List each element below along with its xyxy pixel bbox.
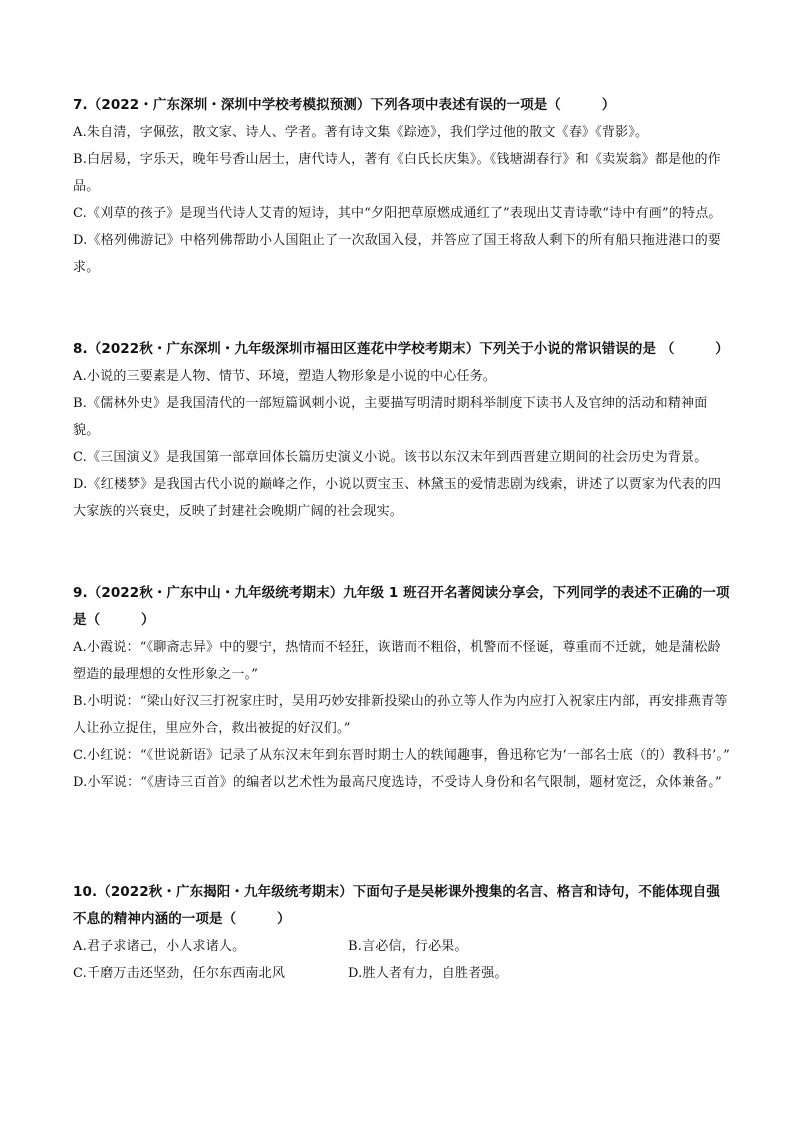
option-c: C.《三国演义》是我国第一部章回体长篇历史演义小说。该书以东汉末年到西晋建立期间的社会历史为背景。 — [73, 450, 708, 465]
option-row — [73, 960, 733, 987]
question-title: 9.（2022秋・广东中山・九年级统考期末）九年级 1 班召开名著阅读分享会，下列同学的表述不正确的一项是（ ） — [73, 585, 730, 628]
option-c: C.小红说：“《世说新语》记录了从东汉末年到东晋时期士人的轶闻趣事，鲁迅称它为‘一部名士底（的）教科书’。” — [73, 748, 730, 763]
option-d: D.《格列佛游记》中格列佛帮助小人国阻止了一次敌国入侵，并答应了国王将敌人剩下的所有船只拖进港口的要求。 — [73, 233, 722, 275]
option-b: B.言必信，行必果。 — [348, 939, 468, 954]
option-a: A.小说的三要素是人物、情节、环境，塑造人物形象是小说的中心任务。 — [73, 369, 497, 384]
question-8 — [73, 336, 733, 525]
option-b: B.《儒林外史》是我国清代的一部短篇讽刺小说，主要描写明清时期科举制度下读书人及官绅的活动和精神面貌。 — [73, 396, 708, 438]
question-7 — [73, 92, 733, 281]
question-10 — [73, 879, 733, 987]
option-d: D.小军说：“《唐诗三百首》的编者以艺术性为最高尺度选诗，不受诗人身份和名气限制，题材宽泛，众体兼备。” — [73, 775, 722, 790]
option-d: D.胜人者有力，自胜者强。 — [348, 966, 508, 981]
option-row — [73, 933, 733, 960]
question-title: 7.（2022・广东深圳・深圳中学校考模拟预测）下列各项中表述有误的一项是（ ） — [73, 97, 616, 113]
option-a: A.君子求诸己，小人求诸人。 — [73, 939, 246, 954]
option-a: A.朱自清，字佩弦，散文家、诗人、学者。著有诗文集《踪迹》，我们学过他的散文《春》《背影》。 — [73, 125, 649, 140]
option-b: B.白居易，字乐天，晚年号香山居士，唐代诗人，著有《白氏长庆集》。《钱塘湖春行》和《卖炭翁》都是他的作品。 — [73, 152, 721, 194]
option-a: A.小霞说：“《聊斋志异》中的婴宁，热情而不轻狂，诙谐而不粗俗，机警而不怪诞，尊重而不迁就，她是蒲松龄塑造的最理想的女性形象之一。” — [73, 640, 721, 682]
option-b: B.小明说：“梁山好汉三打祝家庄时，吴用巧妙安排新投梁山的孙立等人作为内应打入祝家庄内部，再安排燕青等人让孙立捉住，里应外合，救出被捉的好汉们。” — [73, 694, 728, 736]
option-d: D.《红楼梦》是我国古代小说的巅峰之作，小说以贾宝玉、林黛玉的爱情悲剧为线索，讲述了以贾家为代表的四大家族的兴衰史，反映了封建社会晚期广阔的社会现实。 — [73, 477, 722, 519]
question-9 — [73, 580, 733, 796]
option-c: C.千磨万击还坚劲，任尔东西南北风 — [73, 966, 286, 981]
option-c: C.《刈草的孩子》是现当代诗人艾青的短诗，其中“夕阳把草原燃成通红了”表现出艾青诗歌“诗中有画”的特点。 — [73, 206, 722, 221]
question-title: 8.（2022秋・广东深圳・九年级深圳市福田区莲花中学校考期末）下列关于小说的常识错误的是 （ ） — [73, 341, 729, 357]
question-title: 10.（2022秋・广东揭阳・九年级统考期末）下面句子是吴彬课外搜集的名言、格言和诗句，不能体现自强不息的精神内涵的一项是（ ） — [73, 884, 720, 927]
